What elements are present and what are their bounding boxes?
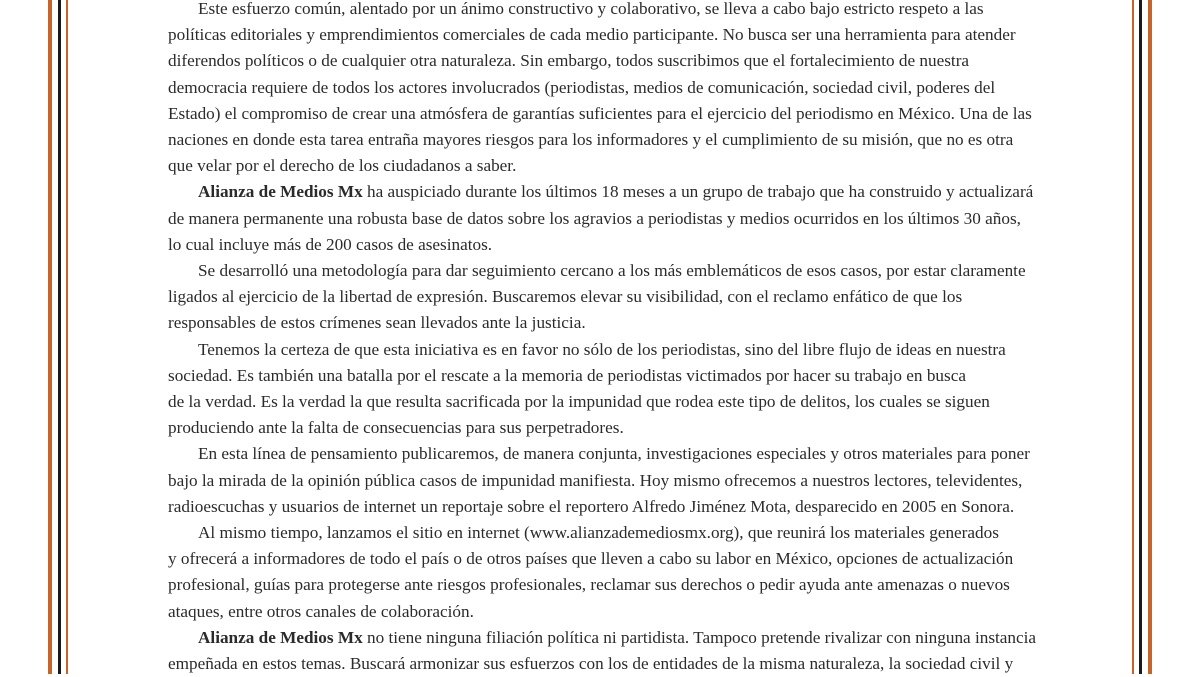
text-line (168, 179, 1048, 205)
text-fragment: no tiene ninguna filiación política ni partidista. Tampoco pretende rivalizar con ninguna instancia (362, 627, 1037, 647)
left-border-black (58, 0, 61, 674)
org-name: Alianza de Medios Mx (198, 182, 363, 202)
text-line: lo cual incluye más de 200 casos de asesinatos. (168, 234, 493, 254)
right-border-orange (1148, 0, 1152, 674)
paragraph-4 (168, 337, 1048, 442)
paragraph-2 (168, 179, 1048, 258)
text-line: políticas editoriales y emprendimientos comerciales de cada medio participante. No busca ser una herramienta para atender (168, 25, 1016, 45)
text-line: responsables de estos crímenes sean llevados ante la justicia. (168, 313, 586, 333)
right-border-black (1139, 0, 1142, 674)
text-line: ligados al ejercicio de la libertad de expresión. Buscaremos elevar su visibilidad, con el reclamo enfático de que los (168, 287, 963, 307)
document-body (168, 0, 1048, 677)
text-line: Este esfuerzo común, alentado por un ánimo constructivo y colaborativo, se lleva a cabo bajo estricto respeto a las (198, 0, 984, 18)
text-line: naciones en donde esta tarea entraña mayores riesgos para los informadores y el cumplimiento de su misión, que no es otra (168, 130, 1014, 150)
text-line: bajo la mirada de la opinión pública casos de impunidad manifiesta. Hoy mismo ofrecemos a nuestros lectores, televidentes, (168, 470, 1023, 490)
paragraph-5 (168, 441, 1048, 520)
paragraph-6 (168, 520, 1048, 625)
text-line: de manera permanente una robusta base de datos sobre los agravios a periodistas y medios ocurridos en los últimos 30 años, (168, 208, 1021, 228)
paragraph-1 (168, 0, 1048, 179)
text-line: En esta línea de pensamiento publicaremos, de manera conjunta, investigaciones especiales y otros materiales para poner (198, 444, 1030, 464)
text-line: de la verdad. Es la verdad la que resulta sacrificada por la impunidad que rodea este tipo de delitos, los cuales se siguen (168, 392, 990, 412)
paragraph-7 (168, 625, 1048, 677)
text-line: Tenemos la certeza de que esta iniciativa es en favor no sólo de los periodistas, sino del libre flujo de ideas en nuestra (198, 339, 1006, 359)
text-line: profesional, guías para protegerse ante riesgos profesionales, reclamar sus derechos o pedir ayuda ante amenazas o nuevos (168, 575, 1010, 595)
paragraph-3 (168, 258, 1048, 337)
text-line: democracia requiere de todos los actores involucrados (periodistas, medios de comunicación, sociedad civil, poderes del (168, 77, 996, 97)
text-line: Al mismo tiempo, lanzamos el sitio en internet (www.alianzademediosmx.org), que reunirá los materiales generados (198, 523, 999, 543)
text-fragment: ha auspiciado durante los últimos 18 meses a un grupo de trabajo que ha construido y actualizará (362, 182, 1034, 202)
text-line: que velar por el derecho de los ciudadanos a saber. (168, 156, 517, 176)
text-line: empeñada en estos temas. Buscará armonizar sus esfuerzos con los de entidades de la misma naturaleza, la sociedad civil y (168, 654, 1014, 674)
text-line (168, 625, 1048, 651)
left-border-orange-inner (66, 0, 68, 674)
text-line: Se desarrolló una metodología para dar seguimiento cercano a los más emblemáticos de esos casos, por estar claramente (198, 261, 1026, 281)
text-line: diferendos políticos o de cualquier otra naturaleza. Sin embargo, todos suscribimos que el fortalecimiento de nuestra (168, 51, 970, 71)
text-line: sociedad. Es también una batalla por el rescate a la memoria de periodistas victimados por hacer su trabajo en busca (168, 365, 966, 385)
right-border-orange-inner (1132, 0, 1134, 674)
text-line: produciendo ante la falta de consecuencias para sus perpetradores. (168, 418, 624, 438)
text-line: radioescuchas y usuarios de internet un reportaje sobre el reportero Alfredo Jiménez Mota, desparecido en 2005 en Sonora. (168, 496, 1015, 516)
org-name: Alianza de Medios Mx (198, 627, 363, 647)
text-line: Estado) el compromiso de crear una atmósfera de garantías suficientes para el ejercicio del periodismo en México. Una de las (168, 103, 1032, 123)
left-border-orange (48, 0, 52, 674)
text-line: ataques, entre otros canales de colaboración. (168, 601, 474, 621)
text-line: y ofrecerá a informadores de todo el país o de otros países que lleven a cabo su labor en México, opciones de actualización (168, 549, 1014, 569)
